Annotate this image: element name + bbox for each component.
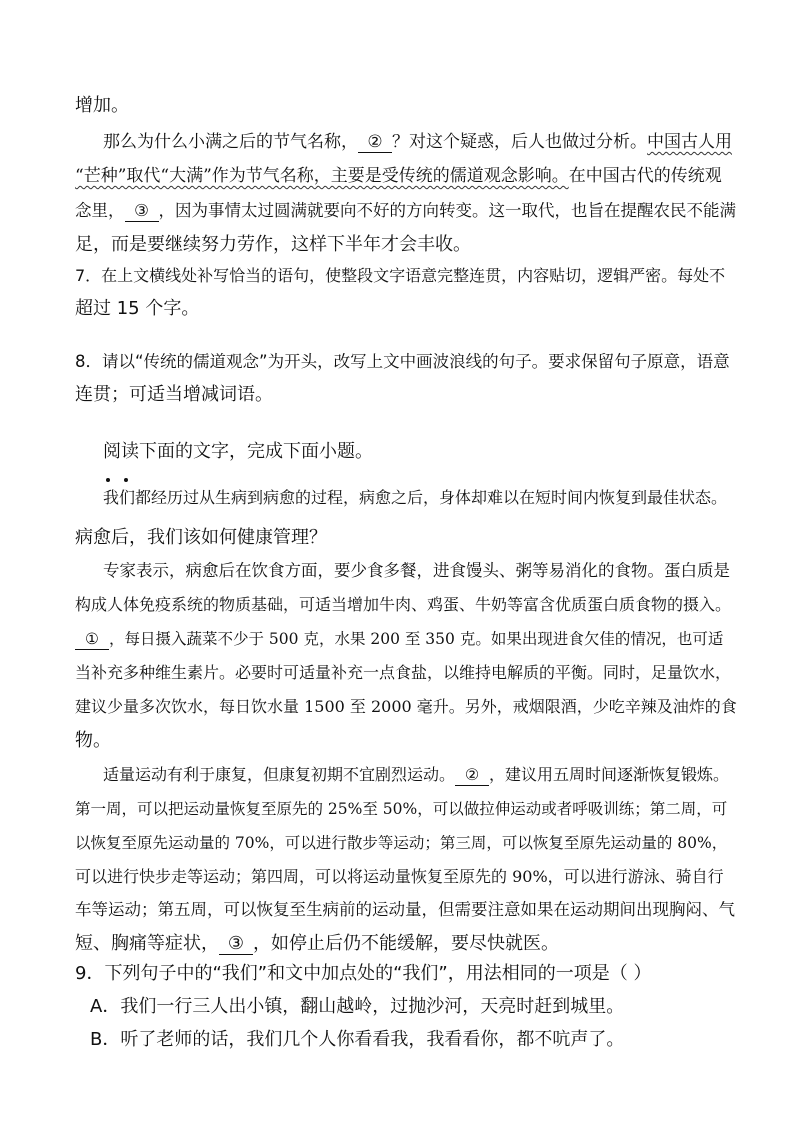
reading-line2: 病愈后，我们该如何健康管理？ <box>75 527 327 548</box>
question-7-line1: 7．在上文横线处补写恰当的语句，使整段文字语意完整连贯，内容贴切，逻辑严密。每处不 <box>75 266 726 285</box>
question-9-option-b: B．听了老师的话，我们几个人你看看我，我看看你，都不吭声了。 <box>90 1029 625 1050</box>
reading-instruction: 阅读下面的文字，完成下面小题。 <box>103 441 373 462</box>
dotted-women: 我们 <box>103 488 136 507</box>
passage1-line4 <box>75 199 736 223</box>
passage1-line2 <box>103 130 732 154</box>
blank-2b: ② <box>455 765 489 786</box>
reading-line5 <box>75 627 723 651</box>
passage1-line4-pre: 念里， <box>75 201 125 220</box>
reading-line14-post: ，如停止后仍不能缓解，要尽快就医。 <box>253 933 559 954</box>
reading-line1-rest: 都经历过从生病到病愈的过程，病愈之后，身体却难以在短时间内恢复到最佳状态。 <box>135 488 728 507</box>
blank-3b: ③ <box>219 934 253 955</box>
question-8-line2: 连贯；可适当增减词语。 <box>75 384 273 405</box>
reading-line4: 构成人体免疫系统的物质基础，可适当增加牛肉、鸡蛋、牛奶等富含优质蛋白质食物的摄入。 <box>75 595 732 614</box>
passage1-line3-post: 在中国古代的传统观 <box>568 166 722 186</box>
reading-line9-post: ，建议用五周时间逐渐恢复锻炼。 <box>489 765 730 784</box>
wavy-underlined-sentence-part2: “芒种”取代“大满”作为节气名称，主要是受传统的儒道观念影响。 <box>75 166 569 186</box>
question-9-option-a: A．我们一行三人出小镇，翻山越岭，过抛沙河，天亮时赶到城里。 <box>90 996 625 1017</box>
reading-line10: 第一周，可以把运动量恢复至原先的 25%至 50%，可以做拉伸运动或者呼吸训练；第二周，可 <box>75 800 728 818</box>
reading-line9-pre: 适量运动有利于康复，但康复初期不宜剧烈运动。 <box>103 765 456 784</box>
blank-2: ② <box>358 132 392 153</box>
blank-1: ① <box>75 629 109 650</box>
reading-line7: 建议少量多次饮水，每日饮水量 1500 至 2000 毫升。另外，戒烟限酒，少吃辛辣及油炸的食 <box>75 697 737 716</box>
reading-line14-pre: 短、胸痛等症状， <box>75 933 219 954</box>
reading-line14 <box>75 932 559 956</box>
blank-3: ③ <box>125 201 159 222</box>
passage1-line2-mid: ？对这个疑惑，后人也做过分析。 <box>392 132 647 152</box>
emphasis-dot <box>124 478 128 482</box>
question-9-stem: 9．下列句子中的“我们”和文中加点处的“我们”，用法相同的一项是（ ） <box>75 963 652 984</box>
question-8-line1: 8．请以“传统的儒道观念”为开头，改写上文中画波浪线的句子。要求保留句子原意，语意 <box>75 352 730 371</box>
passage1-line2-pre: 那么为什么小满之后的节气名称， <box>103 132 358 152</box>
reading-line5-post: ，每日摄入蔬菜不少于 500 克，水果 200 至 350 克。如果出现进食欠佳的情况，也可适 <box>109 630 724 648</box>
passage1-line4-post: ，因为事情太过圆满就要向不好的方向转变。这一取代，也旨在提醒农民不能满 <box>158 201 736 220</box>
reading-line8: 物。 <box>75 730 111 751</box>
reading-line13: 车等运动；第五周，可以恢复至生病前的运动量，但需要注意如果在运动期间出现胸闷、气 <box>75 900 735 919</box>
wavy-underlined-sentence-part1: 中国古人用 <box>647 132 732 152</box>
passage1-line3 <box>75 164 722 188</box>
reading-line3: 专家表示，病愈后在饮食方面，要少食多餐，进食馒头、粥等易消化的食物。蛋白质是 <box>103 561 730 580</box>
reading-line1 <box>103 486 727 510</box>
reading-line9 <box>103 763 729 787</box>
emphasis-dot <box>106 478 110 482</box>
reading-line12: 可以进行快步走等运动；第四周，可以将运动量恢复至原先的 90%，可以进行游泳、骑自行 <box>75 867 724 886</box>
reading-line11: 以恢复至原先运动量的 70%，可以进行散步等运动；第三周，可以恢复至原先运动量的 80%， <box>75 834 728 852</box>
passage1-line1: 增加。 <box>75 95 129 116</box>
question-7-line2: 超过 15 个字。 <box>75 298 200 319</box>
reading-line6: 当补充多种维生素片。必要时可适量补充一点食盐，以维持电解质的平衡。同时，足量饮水， <box>75 663 732 682</box>
passage1-line5: 足，而是要继续努力劳作，这样下半年才会丰收。 <box>75 234 471 255</box>
